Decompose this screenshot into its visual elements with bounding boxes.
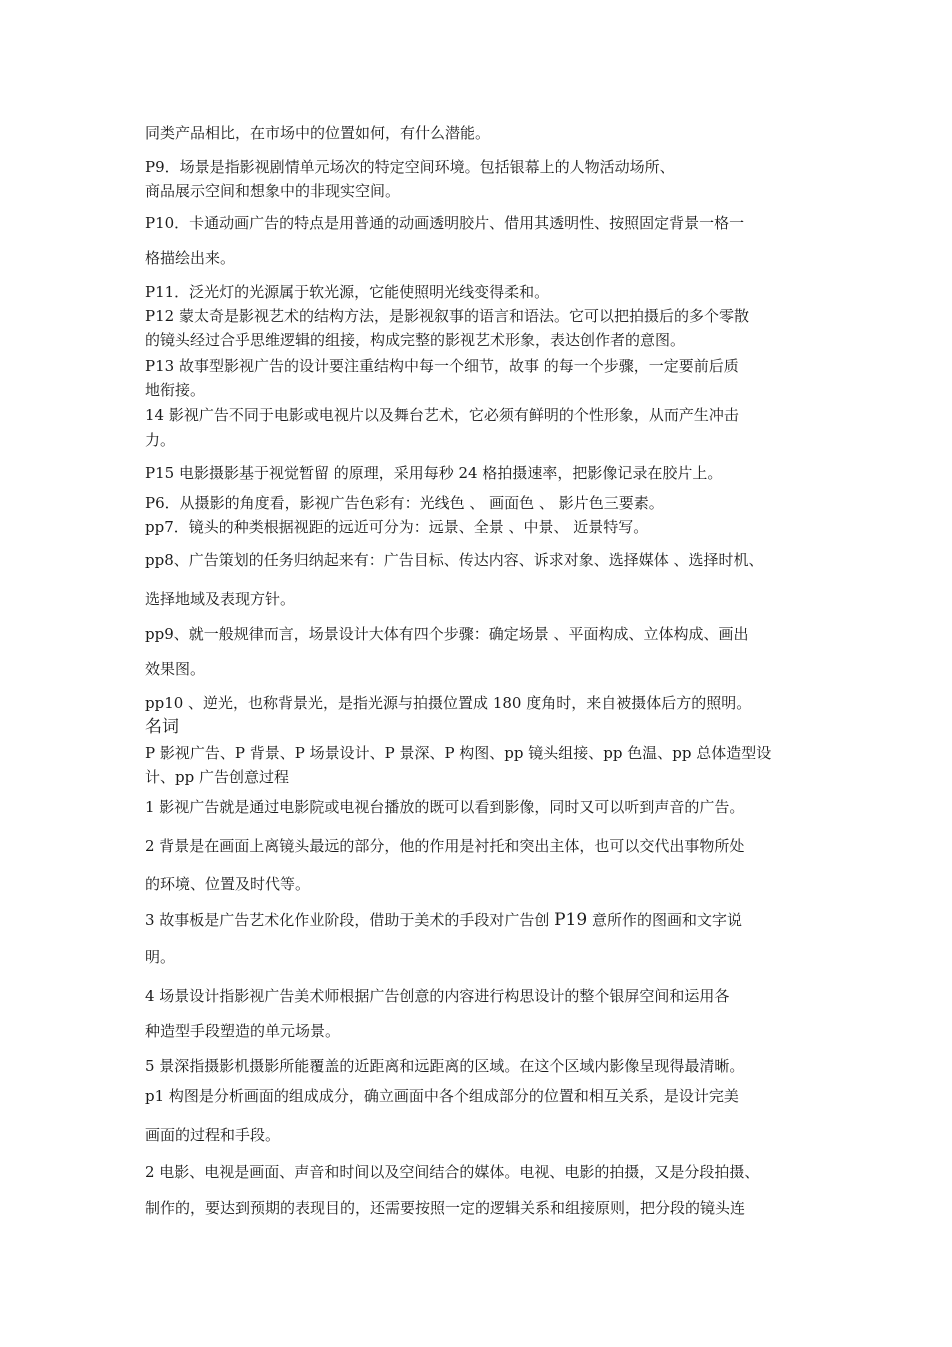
text-line: 明。 [145, 948, 176, 966]
text-line: P 影视广告、P 背景、P 场景设计、P 景深、P 构图、pp 镜头组接、pp 色温、pp 总体造型设 [145, 744, 772, 762]
text-line: pp10 、逆光，也称背景光，是指光源与拍摄位置成 180 度角时，来自被摄体后方的照明。 [145, 694, 752, 712]
text-line: 5 景深指摄影机摄影所能覆盖的近距离和远距离的区域。在这个区域内影像呈现得最清晰。 [145, 1057, 745, 1075]
text-line: P13 故事型影视广告的设计要注重结构中每一个细节，故事 的每一个步骤，一定要前后质 [145, 357, 739, 375]
text-line: pp8、广告策划的任务归纳起来有：广告目标、传达内容、诉求对象、选择媒体 、选择时机、 [145, 551, 764, 569]
text-line: pp9、就一般规律而言，场景设计大体有四个步骤：确定场景 、平面构成、立体构成、画出 [145, 625, 749, 643]
section-heading: 名词 [145, 717, 179, 737]
text-line: P11．泛光灯的光源属于软光源，它能使照明光线变得柔和。 [145, 283, 550, 301]
text-line: 2 电影、电视是画面、声音和时间以及空间结合的媒体。电视、电影的拍摄，又是分段拍摄、 [145, 1163, 760, 1181]
text-line: P10．卡通动画广告的特点是用普通的动画透明胶片、借用其透明性、按照固定背景一格一 [145, 214, 745, 232]
text-line: pp7．镜头的种类根据视距的远近可分为：远景、全景 、中景、 近景特写。 [145, 518, 649, 536]
text-line: 种造型手段塑造的单元场景。 [145, 1022, 341, 1040]
text-line: p1 构图是分析画面的组成成分，确立画面中各个组成部分的位置和相互关系，是设计完美 [145, 1087, 739, 1105]
page-ref: P19 [554, 910, 588, 930]
text-line: 计、pp 广告创意过程 [145, 768, 289, 786]
text-line: 的镜头经过合乎思维逻辑的组接，构成完整的影视艺术形象，表达创作者的意图。 [145, 331, 686, 349]
text-line: P6．从摄影的角度看，影视广告色彩有：光线色 、 画面色 、 影片色三要素。 [145, 494, 664, 512]
text-line [145, 910, 817, 930]
text-segment: 意所作的图画和文字说 [587, 911, 742, 929]
text-segment: 3 故事板是广告艺术化作业阶段，借助于美术的手段对广告创 [145, 911, 555, 929]
text-line: P12 蒙太奇是影视艺术的结构方法，是影视叙事的语言和语法。它可以把拍摄后的多个零散 [145, 307, 749, 325]
text-line: P9．场景是指影视剧情单元场次的特定空间环境。包括银幕上的人物活动场所、 [145, 158, 675, 176]
text-line: 14 影视广告不同于电影或电视片以及舞台艺术，它必须有鲜明的个性形象，从而产生冲击 [145, 406, 739, 424]
text-line: 2 背景是在画面上离镜头最远的部分，他的作用是衬托和突出主体，也可以交代出事物所处 [145, 837, 745, 855]
text-line: 商品展示空间和想象中的非现实空间。 [145, 182, 401, 200]
text-line: 画面的过程和手段。 [145, 1126, 281, 1144]
text-line: 力。 [145, 431, 176, 449]
text-line: 格描绘出来。 [145, 249, 236, 267]
text-line: 地衔接。 [145, 381, 206, 399]
text-line: 效果图。 [145, 660, 206, 678]
text-line: 同类产品相比，在市场中的位置如何，有什么潜能。 [145, 124, 491, 142]
text-line: 制作的，要达到预期的表现目的，还需要按照一定的逻辑关系和组接原则，把分段的镜头连 [145, 1199, 746, 1217]
text-line: 4 场景设计指影视广告美术师根据广告创意的内容进行构思设计的整个银屏空间和运用各 [145, 987, 730, 1005]
text-line: P15 电影摄影基于视觉暂留 的原理，采用每秒 24 格拍摄速率，把影像记录在胶片上。 [145, 464, 723, 482]
text-line: 选择地域及表现方针。 [145, 590, 296, 608]
text-line: 的环境、位置及时代等。 [145, 875, 311, 893]
text-line: 1 影视广告就是通过电影院或电视台播放的既可以看到影像，同时又可以听到声音的广告。 [145, 798, 745, 816]
